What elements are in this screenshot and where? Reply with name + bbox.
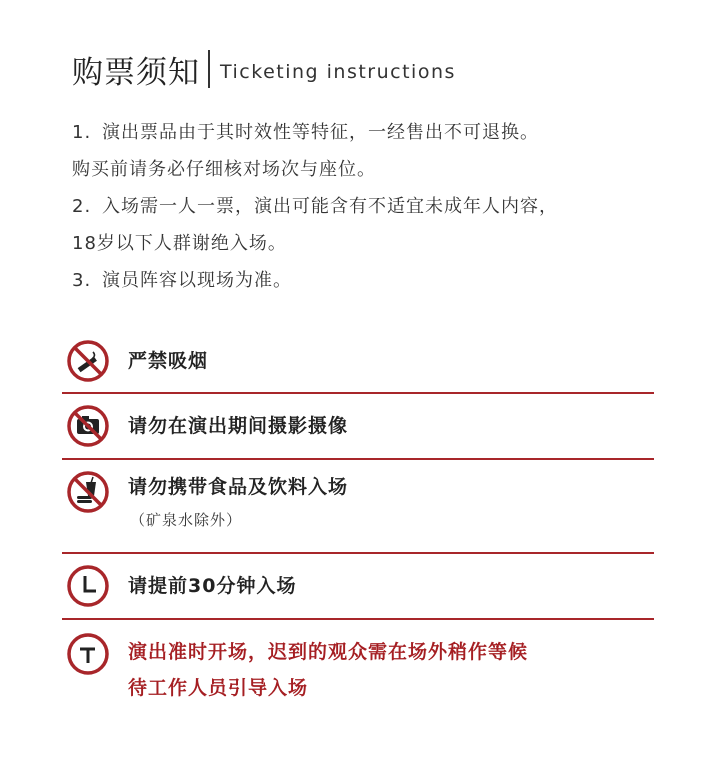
rule-text: 演出票品由于其时效性等特征，一经售出不可退换。 (102, 122, 539, 143)
notice-text: 演出准时开场，迟到的观众需在场外稍作等候 (128, 641, 529, 663)
rule-text: 入场需一人一票，演出可能含有不适宜未成年人内容， (102, 196, 558, 217)
clock-icon (66, 564, 110, 608)
notice-text: 请勿在演出期间摄影摄像 (128, 414, 349, 437)
list-item (72, 188, 672, 262)
no-food-drink-icon (66, 470, 110, 514)
list-item (72, 262, 672, 299)
notice-item (62, 620, 654, 710)
rule-text: 演员阵容以现场为准。 (102, 270, 292, 291)
rule-text-cont: 18岁以下人群谢绝入场。 (72, 233, 287, 254)
notice-item (62, 394, 654, 460)
rule-number: 2. (72, 196, 92, 217)
notice-text-cont: 待工作人员引导入场 (128, 677, 309, 699)
notice-item (62, 460, 654, 554)
no-camera-icon (66, 404, 110, 448)
title-divider (208, 50, 210, 88)
page-title: 购票须知 (72, 54, 200, 91)
notice-list (62, 330, 654, 710)
rule-number: 1. (72, 122, 92, 143)
rule-text-cont: 购买前请务必仔细核对场次与座位。 (72, 159, 376, 180)
notice-item (62, 554, 654, 620)
section-header (72, 44, 456, 94)
list-item (72, 114, 672, 188)
page-subtitle: Ticketing instructions (220, 61, 456, 83)
no-smoking-icon (66, 339, 110, 383)
rules-list (72, 114, 672, 299)
notice-text: 请勿携带食品及饮料入场 (128, 476, 349, 498)
clock-icon (66, 632, 110, 676)
notice-item (62, 330, 654, 394)
notice-subtext: （矿泉水除外） (130, 511, 243, 529)
notice-text: 严禁吸烟 (128, 349, 209, 372)
rule-number: 3. (72, 270, 92, 291)
notice-text: 请提前30分钟入场 (128, 574, 297, 597)
